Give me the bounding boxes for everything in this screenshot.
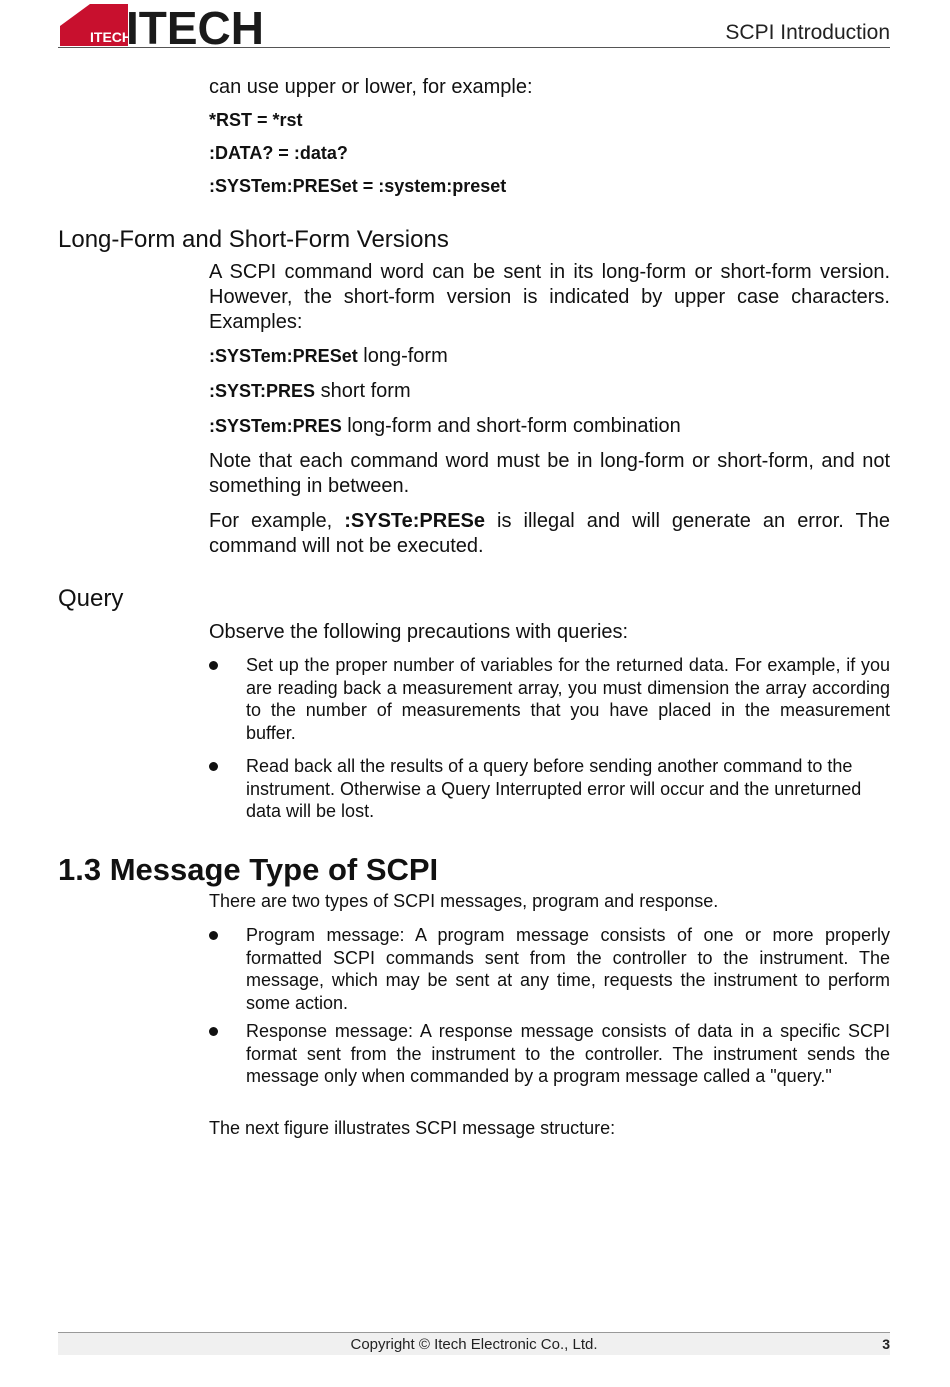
illegal-suffix: is illegal and will generate an error. The command will not be executed. [209,510,891,557]
bullet-text: Program message: A program message consists of one or more properly formatted SCPI commands sent from the controller to the instrument. The message, which may be sent at any time, requests the instrument to perform some action. [246,925,890,1013]
page-number: 3 [882,1336,890,1352]
copyright-text: Copyright © Itech Electronic Co., Ltd. [350,1336,598,1353]
svg-text:ITECH: ITECH [126,4,264,46]
longform-paragraph: A SCPI command word can be sent in its long-form or short-form version. However, the short-form version is indicated by upper case characters. Examples: [209,261,890,333]
bullet-text: Read back all the results of a query before sending another command to the instrument. Otherwise a Query Interrupted error will occur and the unreturned data will be lost. [246,756,862,821]
bullet-icon [209,661,218,670]
bullet-text: Response message: A response message consists of data in a specific SCPI format sent from the instrument to the controller. The instrument sends the message only when commanded by a program message called a "query." [246,1021,890,1086]
longform-note: Note that each command word must be in long-form or short-form, and not something in between. [209,450,890,497]
message-intro: There are two types of SCPI messages, program and response. [209,891,719,911]
example-command: :SYSTem:PRES [209,416,342,436]
bullet-icon [209,931,218,940]
longform-example-3 [209,414,890,439]
bullet-icon [209,762,218,771]
example-command: :SYST:PRES [209,381,316,401]
query-intro: Observe the following precautions with queries: [209,621,629,643]
illegal-command: :SYSTe:PRESe [344,510,486,532]
header-divider [58,47,890,48]
message-heading: 1.3 Message Type of SCPI [58,852,439,887]
longform-example-2 [209,379,890,404]
example-data: :DATA? = :data? [209,143,348,163]
bullet-icon [209,1027,218,1036]
message-outro: The next figure illustrates SCPI message structure: [209,1118,616,1138]
longform-example-1 [209,344,890,369]
svg-text:ITECH: ITECH [90,29,132,45]
header-title: SCPI Introduction [725,21,890,44]
example-command: :SYSTem:PRESet [209,346,358,366]
bullet-text: Set up the proper number of variables for the returned data. For example, if you are reading back a measurement array, you must dimension the array according to the number of measurements that you have placed in the measurement buffer. [246,655,890,743]
longform-illegal-example [209,509,890,559]
longform-heading: Long-Form and Short-Form Versions [58,226,449,253]
example-description: long-form and short-form combination [341,415,681,437]
example-description: long-form [357,345,448,367]
query-heading: Query [58,585,124,612]
page-header [58,0,890,48]
intro-line: can use upper or lower, for example: [209,76,533,98]
page-footer [58,1332,890,1355]
itech-logo [60,4,292,46]
example-rst: *RST = *rst [209,110,303,130]
example-description: short form [315,380,411,402]
example-preset: :SYSTem:PRESet = :system:preset [209,176,507,196]
illegal-prefix: For example, [209,510,345,532]
